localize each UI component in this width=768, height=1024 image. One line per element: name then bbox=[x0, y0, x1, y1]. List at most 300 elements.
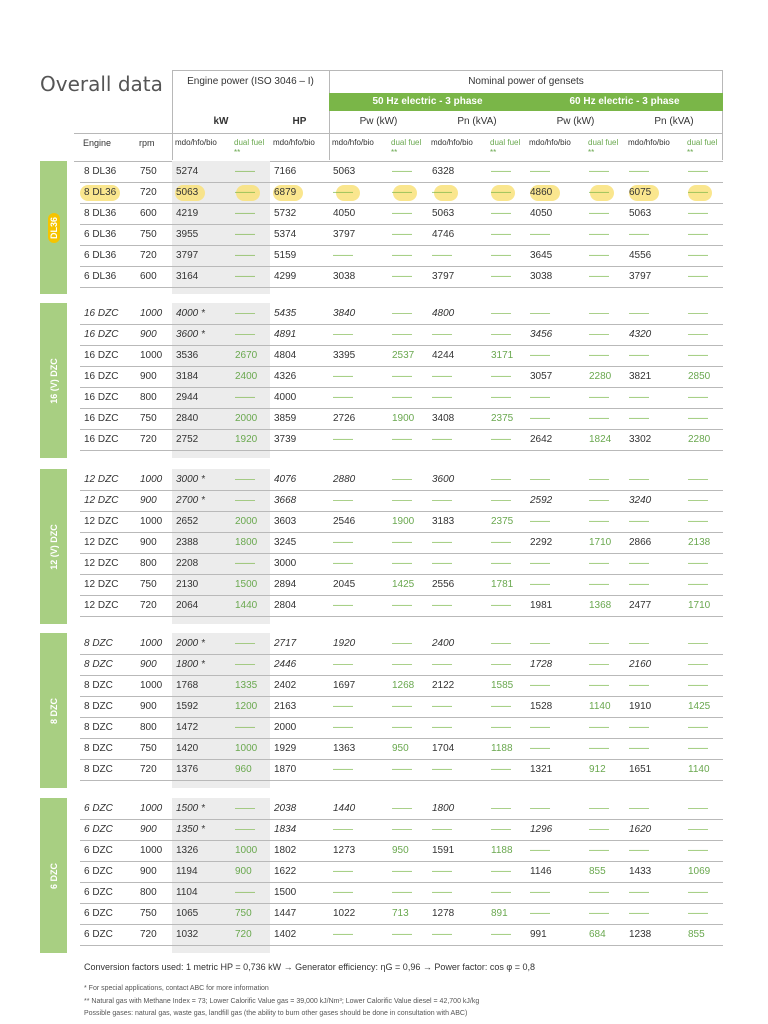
table-cell: —— bbox=[329, 819, 388, 840]
table-cell: 3302 bbox=[625, 429, 684, 450]
table-row bbox=[80, 840, 723, 861]
table-cell: —— bbox=[329, 696, 388, 717]
table-cell: 713 bbox=[388, 903, 428, 924]
table-cell: —— bbox=[526, 303, 585, 324]
table-cell: 2446 bbox=[270, 654, 329, 675]
table-cell: 2726 bbox=[329, 408, 388, 429]
dual-col-header: dual fuel ** bbox=[391, 138, 422, 157]
table-cell: —— bbox=[526, 903, 585, 924]
table-row bbox=[80, 408, 723, 429]
table-cell: —— bbox=[329, 654, 388, 675]
table-cell: —— bbox=[231, 266, 270, 287]
dual-col-header: dual fuel ** bbox=[588, 138, 619, 157]
table-cell: —— bbox=[625, 224, 684, 245]
table-cell: —— bbox=[231, 245, 270, 266]
table-cell: 1000 bbox=[136, 469, 172, 490]
data-table-6dzc bbox=[80, 798, 723, 946]
table-cell: —— bbox=[487, 366, 526, 387]
table-cell: 8 DL36 bbox=[80, 203, 136, 224]
table-cell: 1620 bbox=[625, 819, 684, 840]
table-cell: —— bbox=[231, 798, 270, 819]
table-cell: —— bbox=[526, 574, 585, 595]
table-cell: 16 DZC bbox=[80, 324, 136, 345]
hz60-label: 60 Hz electric - 3 phase bbox=[569, 96, 680, 107]
table-cell: 5063 bbox=[329, 161, 388, 182]
table-cell: 900 bbox=[136, 654, 172, 675]
table-cell: 5435 bbox=[270, 303, 329, 324]
table-cell: —— bbox=[428, 819, 487, 840]
table-cell: 720 bbox=[136, 182, 172, 203]
table-cell: —— bbox=[585, 553, 625, 574]
table-cell: 3000 * bbox=[172, 469, 231, 490]
table-row bbox=[80, 861, 723, 882]
table-cell: —— bbox=[625, 469, 684, 490]
table-cell: —— bbox=[487, 182, 526, 203]
table-cell: 3245 bbox=[270, 532, 329, 553]
table-cell: 3668 bbox=[270, 490, 329, 511]
table-cell: —— bbox=[428, 366, 487, 387]
table-cell: 1500 * bbox=[172, 798, 231, 819]
table-row bbox=[80, 182, 723, 203]
table-cell: —— bbox=[388, 245, 428, 266]
table-cell: —— bbox=[329, 595, 388, 616]
table-cell: 2652 bbox=[172, 511, 231, 532]
table-cell: —— bbox=[231, 469, 270, 490]
table-cell: —— bbox=[526, 511, 585, 532]
table-cell: 1929 bbox=[270, 738, 329, 759]
table-cell: 1140 bbox=[585, 696, 625, 717]
table-cell: —— bbox=[231, 882, 270, 903]
table-cell: —— bbox=[684, 717, 723, 738]
table-cell: 900 bbox=[136, 324, 172, 345]
table-row bbox=[80, 345, 723, 366]
table-cell: —— bbox=[388, 387, 428, 408]
table-cell: 750 bbox=[136, 224, 172, 245]
table-cell: 8 DZC bbox=[80, 717, 136, 738]
table-cell: 3240 bbox=[625, 490, 684, 511]
table-cell: 6 DZC bbox=[80, 903, 136, 924]
table-cell: 7166 bbox=[270, 161, 329, 182]
table-cell: —— bbox=[684, 798, 723, 819]
table-cell: 1472 bbox=[172, 717, 231, 738]
table-cell: 1000 bbox=[136, 511, 172, 532]
table-cell: —— bbox=[428, 759, 487, 780]
table-cell: —— bbox=[526, 161, 585, 182]
table-cell: —— bbox=[329, 861, 388, 882]
table-cell: 1022 bbox=[329, 903, 388, 924]
table-cell: 16 DZC bbox=[80, 408, 136, 429]
dual-col-header: dual fuel ** bbox=[234, 138, 265, 157]
table-cell: 1335 bbox=[231, 675, 270, 696]
table-cell: —— bbox=[526, 224, 585, 245]
nominal-power-header: Nominal power of gensets bbox=[468, 76, 584, 87]
table-cell: —— bbox=[684, 819, 723, 840]
table-cell: 1420 bbox=[172, 738, 231, 759]
table-cell: 3184 bbox=[172, 366, 231, 387]
table-cell: 1920 bbox=[329, 633, 388, 654]
table-cell: —— bbox=[585, 408, 625, 429]
table-cell: 2880 bbox=[329, 469, 388, 490]
table-cell: 4860 bbox=[526, 182, 585, 203]
table-cell: 1528 bbox=[526, 696, 585, 717]
table-cell: —— bbox=[684, 161, 723, 182]
table-cell: 1440 bbox=[329, 798, 388, 819]
table-cell: —— bbox=[585, 798, 625, 819]
table-cell: 1500 bbox=[231, 574, 270, 595]
table-cell: 8 DL36 bbox=[80, 182, 136, 203]
table-cell: 750 bbox=[136, 738, 172, 759]
table-cell: —— bbox=[684, 654, 723, 675]
table-cell: 1800 * bbox=[172, 654, 231, 675]
table-cell: —— bbox=[684, 182, 723, 203]
table-cell: 750 bbox=[136, 408, 172, 429]
table-cell: 4219 bbox=[172, 203, 231, 224]
table-cell: 6 DZC bbox=[80, 924, 136, 945]
table-cell: —— bbox=[428, 182, 487, 203]
table-row bbox=[80, 633, 723, 654]
table-cell: 960 bbox=[231, 759, 270, 780]
table-cell: —— bbox=[585, 511, 625, 532]
table-cell: —— bbox=[684, 324, 723, 345]
table-cell: —— bbox=[487, 387, 526, 408]
table-cell: —— bbox=[388, 532, 428, 553]
table-cell: —— bbox=[231, 224, 270, 245]
table-cell: —— bbox=[388, 924, 428, 945]
table-cell: 2804 bbox=[270, 595, 329, 616]
table-cell: —— bbox=[684, 469, 723, 490]
dual-col-header: dual fuel ** bbox=[490, 138, 521, 157]
table-cell: —— bbox=[388, 759, 428, 780]
table-cell: 2375 bbox=[487, 511, 526, 532]
table-cell: 800 bbox=[136, 387, 172, 408]
table-cell: —— bbox=[487, 553, 526, 574]
table-cell: —— bbox=[231, 161, 270, 182]
table-cell: 6 DL36 bbox=[80, 245, 136, 266]
table-cell: —— bbox=[526, 675, 585, 696]
table-cell: —— bbox=[684, 245, 723, 266]
table-cell: 4891 bbox=[270, 324, 329, 345]
table-cell: 750 bbox=[231, 903, 270, 924]
table-cell: 8 DZC bbox=[80, 633, 136, 654]
table-cell: 1000 bbox=[136, 633, 172, 654]
table-cell: —— bbox=[388, 882, 428, 903]
table-cell: —— bbox=[585, 738, 625, 759]
table-cell: 1425 bbox=[388, 574, 428, 595]
table-cell: —— bbox=[526, 553, 585, 574]
table-cell: 6 DZC bbox=[80, 819, 136, 840]
mdo-col-header: mdo/hfo/bio bbox=[628, 138, 670, 147]
table-cell: —— bbox=[625, 345, 684, 366]
table-row bbox=[80, 819, 723, 840]
table-cell: 1447 bbox=[270, 903, 329, 924]
table-cell: 2000 * bbox=[172, 633, 231, 654]
group-label: 8 DZC bbox=[48, 697, 59, 724]
table-cell: 2546 bbox=[329, 511, 388, 532]
table-row bbox=[80, 490, 723, 511]
table-cell: 2894 bbox=[270, 574, 329, 595]
table-cell: —— bbox=[487, 861, 526, 882]
table-cell: —— bbox=[231, 182, 270, 203]
table-cell: —— bbox=[388, 798, 428, 819]
table-cell: —— bbox=[585, 182, 625, 203]
table-cell: —— bbox=[487, 882, 526, 903]
table-cell: 1704 bbox=[428, 738, 487, 759]
table-cell: 12 DZC bbox=[80, 532, 136, 553]
table-cell: —— bbox=[428, 882, 487, 903]
table-cell: 900 bbox=[136, 861, 172, 882]
table-cell: 1920 bbox=[231, 429, 270, 450]
table-cell: 1273 bbox=[329, 840, 388, 861]
table-row bbox=[80, 366, 723, 387]
table-cell: 5063 bbox=[172, 182, 231, 203]
table-cell: 1592 bbox=[172, 696, 231, 717]
table-cell: 2944 bbox=[172, 387, 231, 408]
table-cell: 1032 bbox=[172, 924, 231, 945]
table-cell: —— bbox=[625, 574, 684, 595]
table-cell: —— bbox=[526, 633, 585, 654]
table-cell: —— bbox=[388, 633, 428, 654]
table-cell: 1425 bbox=[684, 696, 723, 717]
table-cell: —— bbox=[388, 490, 428, 511]
table-cell: 1000 bbox=[136, 798, 172, 819]
table-cell: —— bbox=[388, 717, 428, 738]
table-cell: 900 bbox=[136, 696, 172, 717]
pw-50-header: Pw (kW) bbox=[359, 116, 398, 127]
table-cell: 800 bbox=[136, 717, 172, 738]
dual-col-header: dual fuel ** bbox=[687, 138, 718, 157]
table-cell: —— bbox=[625, 798, 684, 819]
table-cell: —— bbox=[487, 654, 526, 675]
table-cell: —— bbox=[428, 245, 487, 266]
data-table-16dzc bbox=[80, 303, 723, 451]
table-cell: 600 bbox=[136, 266, 172, 287]
table-cell: 3038 bbox=[526, 266, 585, 287]
table-cell: 5732 bbox=[270, 203, 329, 224]
table-cell: 1710 bbox=[585, 532, 625, 553]
data-table-8dzc bbox=[80, 633, 723, 781]
table-cell: —— bbox=[487, 303, 526, 324]
table-cell: 1368 bbox=[585, 595, 625, 616]
table-cell: —— bbox=[625, 675, 684, 696]
table-cell: 4299 bbox=[270, 266, 329, 287]
table-cell: 2045 bbox=[329, 574, 388, 595]
table-cell: 720 bbox=[136, 245, 172, 266]
table-cell: —— bbox=[388, 303, 428, 324]
table-cell: 4326 bbox=[270, 366, 329, 387]
table-cell: —— bbox=[388, 266, 428, 287]
table-cell: —— bbox=[388, 595, 428, 616]
table-row bbox=[80, 245, 723, 266]
table-cell: 800 bbox=[136, 882, 172, 903]
table-cell: 1321 bbox=[526, 759, 585, 780]
group-label: 16 (V) DZC bbox=[48, 357, 59, 404]
table-cell: —— bbox=[487, 429, 526, 450]
table-cell: —— bbox=[487, 469, 526, 490]
table-cell: —— bbox=[684, 738, 723, 759]
table-cell: —— bbox=[428, 324, 487, 345]
table-cell: 4050 bbox=[526, 203, 585, 224]
pn-60-header: Pn (kVA) bbox=[654, 116, 694, 127]
engine-col-header: Engine bbox=[83, 138, 112, 148]
table-cell: 600 bbox=[136, 203, 172, 224]
table-cell: 6 DL36 bbox=[80, 224, 136, 245]
table-cell: —— bbox=[526, 408, 585, 429]
table-cell: 5374 bbox=[270, 224, 329, 245]
table-cell: 16 DZC bbox=[80, 366, 136, 387]
table-cell: 8 DL36 bbox=[80, 161, 136, 182]
table-cell: —— bbox=[428, 861, 487, 882]
table-cell: 3536 bbox=[172, 345, 231, 366]
table-cell: 720 bbox=[136, 759, 172, 780]
table-cell: 2130 bbox=[172, 574, 231, 595]
table-cell: 1697 bbox=[329, 675, 388, 696]
table-cell: 2064 bbox=[172, 595, 231, 616]
table-cell: —— bbox=[487, 924, 526, 945]
table-cell: 16 DZC bbox=[80, 429, 136, 450]
table-cell: —— bbox=[526, 882, 585, 903]
table-cell: —— bbox=[526, 738, 585, 759]
table-cell: —— bbox=[428, 429, 487, 450]
table-cell: —— bbox=[526, 469, 585, 490]
table-cell: 6 DZC bbox=[80, 798, 136, 819]
table-cell: 4000 bbox=[270, 387, 329, 408]
table-cell: 3840 bbox=[329, 303, 388, 324]
table-cell: 2138 bbox=[684, 532, 723, 553]
table-cell: 720 bbox=[136, 595, 172, 616]
table-cell: —— bbox=[487, 819, 526, 840]
table-cell: 3645 bbox=[526, 245, 585, 266]
table-cell: 1188 bbox=[487, 840, 526, 861]
table-cell: —— bbox=[684, 303, 723, 324]
table-cell: —— bbox=[487, 224, 526, 245]
table-cell: 1585 bbox=[487, 675, 526, 696]
table-cell: —— bbox=[625, 553, 684, 574]
table-cell: 8 DZC bbox=[80, 654, 136, 675]
table-cell: —— bbox=[388, 861, 428, 882]
table-cell: —— bbox=[329, 924, 388, 945]
table-cell: —— bbox=[487, 696, 526, 717]
table-cell: —— bbox=[684, 408, 723, 429]
table-cell: —— bbox=[428, 696, 487, 717]
table-cell: 1350 * bbox=[172, 819, 231, 840]
table-cell: —— bbox=[388, 469, 428, 490]
table-cell: —— bbox=[625, 511, 684, 532]
hp-header: HP bbox=[292, 116, 307, 127]
table-cell: —— bbox=[585, 654, 625, 675]
table-cell: 8 DZC bbox=[80, 738, 136, 759]
table-cell: —— bbox=[625, 303, 684, 324]
table-cell: 2388 bbox=[172, 532, 231, 553]
table-cell: 1728 bbox=[526, 654, 585, 675]
table-cell: 3821 bbox=[625, 366, 684, 387]
table-row bbox=[80, 654, 723, 675]
table-cell: —— bbox=[585, 324, 625, 345]
table-cell: 1900 bbox=[388, 408, 428, 429]
table-cell: —— bbox=[487, 595, 526, 616]
table-cell: 2280 bbox=[684, 429, 723, 450]
table-cell: 6 DZC bbox=[80, 882, 136, 903]
table-cell: —— bbox=[684, 840, 723, 861]
table-cell: 2280 bbox=[585, 366, 625, 387]
table-cell: 3797 bbox=[329, 224, 388, 245]
table-cell: 900 bbox=[136, 366, 172, 387]
table-cell: 2402 bbox=[270, 675, 329, 696]
table-cell: 1104 bbox=[172, 882, 231, 903]
table-cell: 2840 bbox=[172, 408, 231, 429]
table-cell: 720 bbox=[136, 429, 172, 450]
table-cell: —— bbox=[231, 303, 270, 324]
table-cell: —— bbox=[231, 633, 270, 654]
table-cell: 1910 bbox=[625, 696, 684, 717]
table-cell: 3183 bbox=[428, 511, 487, 532]
footnote-gas: ** Natural gas with Methane Index = 73; Lower Calorific Value gas = 39,000 kJ/Nm³; Lower Calorific Value diesel = 42,700 kJ/kg bbox=[84, 998, 480, 1005]
table-cell: —— bbox=[684, 387, 723, 408]
table-row bbox=[80, 717, 723, 738]
table-cell: 3797 bbox=[172, 245, 231, 266]
group-band-8dzc bbox=[40, 633, 67, 788]
table-cell: 2400 bbox=[428, 633, 487, 654]
table-row bbox=[80, 469, 723, 490]
table-cell: —— bbox=[585, 469, 625, 490]
table-cell: —— bbox=[487, 245, 526, 266]
table-cell: 720 bbox=[136, 924, 172, 945]
table-cell: 891 bbox=[487, 903, 526, 924]
table-cell: 3603 bbox=[270, 511, 329, 532]
table-cell: 4244 bbox=[428, 345, 487, 366]
group-label: 12 (V) DZC bbox=[48, 523, 59, 570]
table-cell: 12 DZC bbox=[80, 553, 136, 574]
table-cell: —— bbox=[428, 387, 487, 408]
table-cell: —— bbox=[625, 840, 684, 861]
table-cell: 1326 bbox=[172, 840, 231, 861]
table-cell: 6075 bbox=[625, 182, 684, 203]
page-title: Overall data bbox=[40, 72, 163, 96]
table-cell: —— bbox=[585, 717, 625, 738]
table-cell: 16 DZC bbox=[80, 387, 136, 408]
table-cell: 720 bbox=[231, 924, 270, 945]
table-cell: —— bbox=[684, 511, 723, 532]
table-cell: 2000 bbox=[231, 408, 270, 429]
table-cell: 2160 bbox=[625, 654, 684, 675]
table-cell: 1000 bbox=[231, 738, 270, 759]
table-cell: —— bbox=[684, 675, 723, 696]
table-cell: 5063 bbox=[428, 203, 487, 224]
table-cell: 2400 bbox=[231, 366, 270, 387]
table-cell: 900 bbox=[231, 861, 270, 882]
table-cell: 1500 bbox=[270, 882, 329, 903]
table-cell: 684 bbox=[585, 924, 625, 945]
data-table-dl36 bbox=[80, 161, 723, 288]
table-cell: —— bbox=[388, 654, 428, 675]
table-cell: —— bbox=[625, 408, 684, 429]
table-cell: —— bbox=[585, 840, 625, 861]
table-cell: 2592 bbox=[526, 490, 585, 511]
table-cell: 8 DZC bbox=[80, 696, 136, 717]
table-cell: 2038 bbox=[270, 798, 329, 819]
table-cell: 4804 bbox=[270, 345, 329, 366]
table-cell: 6 DZC bbox=[80, 840, 136, 861]
table-cell: 1834 bbox=[270, 819, 329, 840]
table-cell: —— bbox=[585, 303, 625, 324]
table-cell: —— bbox=[585, 490, 625, 511]
table-cell: 12 DZC bbox=[80, 469, 136, 490]
table-cell: —— bbox=[329, 366, 388, 387]
table-cell: —— bbox=[428, 553, 487, 574]
table-cell: 8 DZC bbox=[80, 759, 136, 780]
group-label: 6 DZC bbox=[48, 862, 59, 889]
table-cell: —— bbox=[388, 161, 428, 182]
table-cell: —— bbox=[329, 387, 388, 408]
